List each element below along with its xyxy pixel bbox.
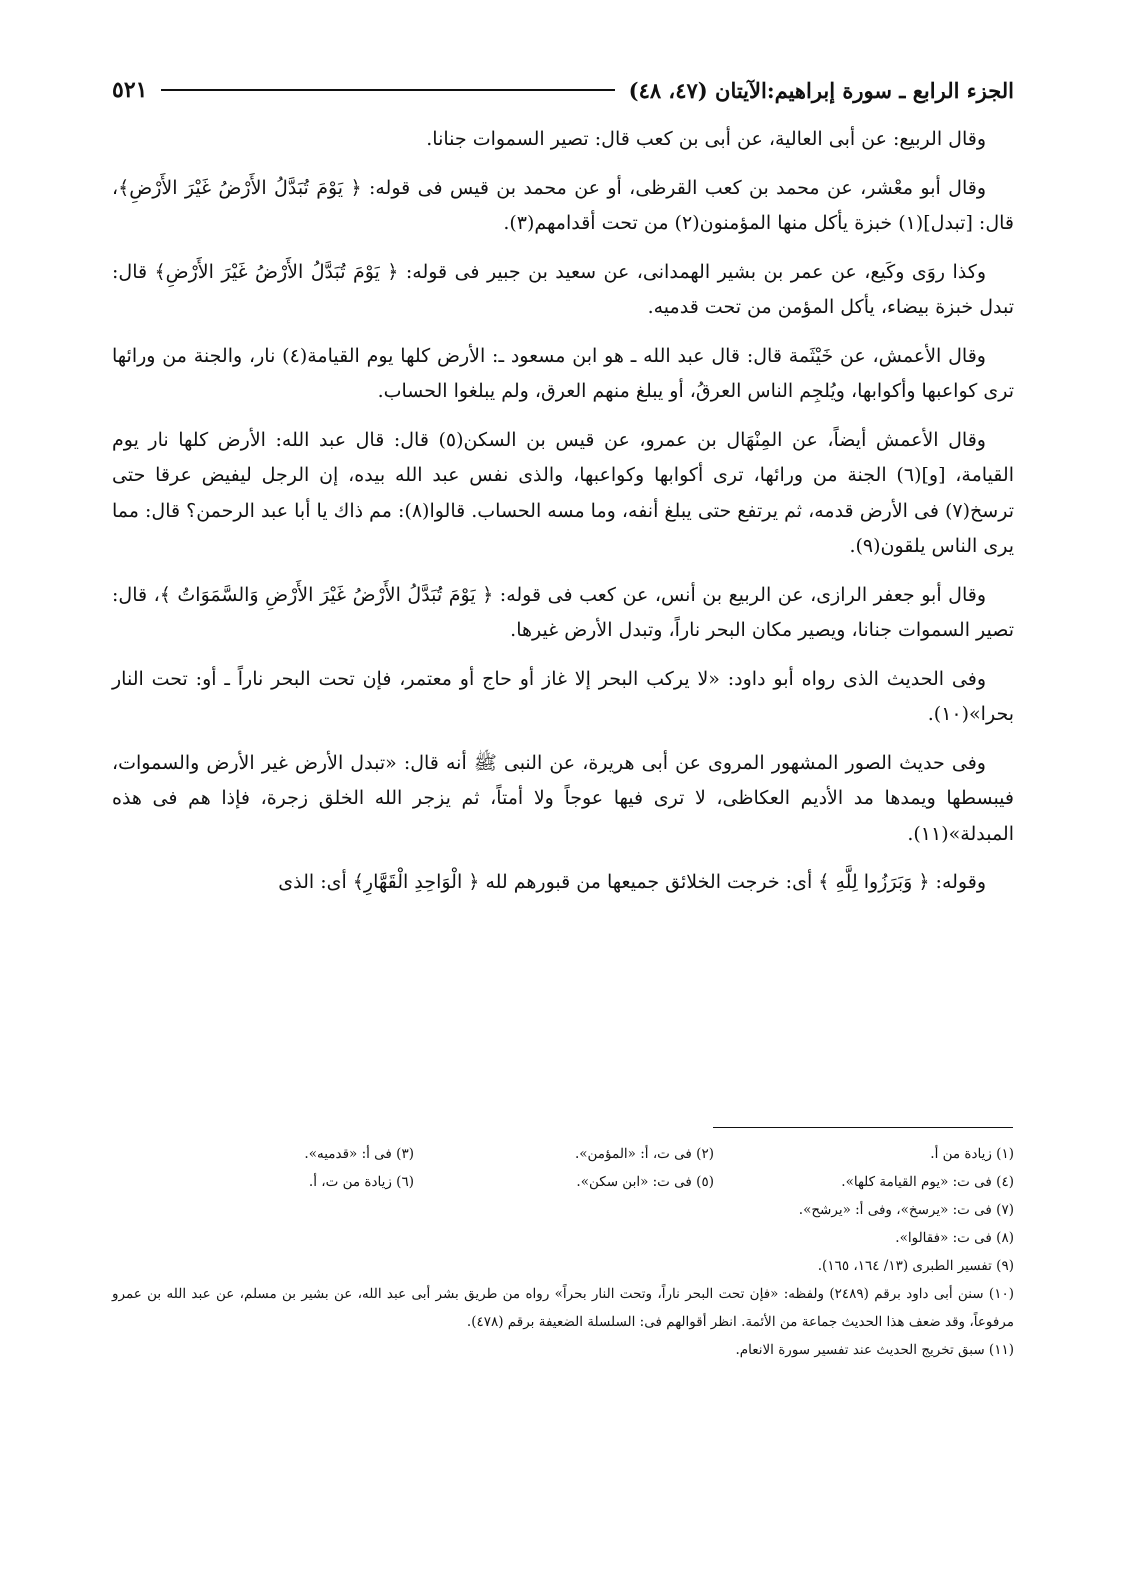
footnote-row	[112, 1168, 1014, 1196]
paragraph: وقال الأعمش، عن خَيْثَمة قال: قال عبد الله ـ هو ابن مسعود ـ: الأرض كلها يوم القيامة(٤) نار، والجنة من ورائها ترى كواعبها وأكوابها، ويُلجِم الناس العرقُ، أو يبلغ منهم العرق، ولم يبلغوا الحساب.	[112, 344, 1014, 402]
header-title: الجزء الرابع ـ سورة إبراهيم:الآيتان (٤٧، ٤٨)	[628, 77, 1014, 103]
footnote: (٨) فى ت: «فقالوا».	[895, 1230, 1014, 1246]
running-header	[112, 70, 1014, 110]
footnote: (٦) زيادة من ت، أ.	[308, 1174, 414, 1190]
footnotes	[112, 1140, 1014, 1364]
footnote: (٩) تفسير الطبرى (١٣/ ١٦٤، ١٦٥).	[817, 1258, 1014, 1274]
paragraph: وقال أبو معْشر، عن محمد بن كعب القرظى، أو عن محمد بن قيس فى قوله: ﴿ يَوْمَ تُبَدَّلُ الأَرْضُ غَيْرَ الأَرْضِ﴾، قال: [تبدل](١) خبزة يأكل منها المؤمنون(٢) من تحت أقدامهم(٣).	[112, 176, 1014, 234]
header-rule	[161, 89, 614, 91]
paragraph: وقال الأعمش أيضاً، عن المِنْهَال بن عمرو، عن قيس بن السكن(٥) قال: قال عبد الله: الأرض كلها نار يوم القيامة، [و](٦) الجنة من ورائها، ترى أكوابها وكواعبها، والذى نفس عبد الله بيده، إن الرجل ليفيض عرقا حتى ترسخ(٧) فى الأرض قدمه، ثم يرتفع حتى يبلغ أنفه، وما مسه الحساب. قالوا(٨): مم ذاك يا أبا عبد الرحمن؟ قال: مما يرى الناس يلقون(٩).	[112, 428, 1014, 557]
footnote: (٧) فى ت: «يرسخ»، وفى أ: «يرشح».	[798, 1202, 1014, 1218]
footnote: (٣) فى أ: «قدميه».	[304, 1146, 414, 1162]
paragraph: وفى حديث الصور المشهور المروى عن أبى هريرة، عن النبى ﷺ أنه قال: «تبدل الأرض غير الأرض والسموات، فيبسطها ويمدها مد الأديم العكاظى، لا ترى فيها عوجاً ولا أمتاً، ثم يزجر الله الخلق زجرة، فإذا هم فى هذه المبدلة»(١١).	[112, 751, 1014, 845]
footnote: (٥) فى ت: «ابن سكن».	[576, 1174, 714, 1190]
main-text	[112, 122, 1014, 914]
paragraph: وفى الحديث الذى رواه أبو داود: «لا يركب البحر إلا غاز أو حاج أو معتمر، فإن تحت البحر ناراً ـ أو: تحت النار بحرا»(١٠).	[112, 667, 1014, 725]
footnote: (١) زيادة من أ.	[930, 1146, 1014, 1162]
footnote-row	[112, 1140, 1014, 1168]
footnote: (١٠) سنن أبى داود برقم (٢٤٨٩) ولفظه: «فإن تحت البحر ناراً، وتحت النار بحراً» رواه من طريق بشر أبى عبد الله، عن بشير بن مسلم، عن عبد الله بن عمرو مرفوعاً، وقد ضعف هذا الحديث جماعة من الأئمة. انظر أقوالهم فى: السلسلة الضعيفة برقم (٤٧٨).	[112, 1286, 1014, 1330]
paragraph: وقال أبو جعفر الرازى، عن الربيع بن أنس، عن كعب فى قوله: ﴿ يَوْمَ تُبَدَّلُ الأَرْضُ غَيْرَ الأَرْضِ وَالسَّمَوَاتُ ﴾، قال: تصير السموات جنانا، ويصير مكان البحر ناراً، وتبدل الأرض غيرها.	[112, 583, 1014, 641]
page-number: ٥٢١	[112, 77, 148, 103]
footnote-divider	[713, 1127, 1013, 1128]
footnote: (٢) فى ت، أ: «المؤمن».	[574, 1146, 714, 1162]
footnote: (٤) فى ت: «يوم القيامة كلها».	[841, 1174, 1014, 1190]
paragraph: وكذا روَى وكَيع، عن عمر بن بشير الهمدانى، عن سعيد بن جبير فى قوله: ﴿ يَوْمَ تُبَدَّلُ الأَرْضُ غَيْرَ الأَرْضِ﴾ قال: تبدل خبزة بيضاء، يأكل المؤمن من تحت قدميه.	[112, 260, 1014, 318]
paragraph: وقال الربيع: عن أبى العالية، عن أبى بن كعب قال: تصير السموات جنانا.	[426, 128, 986, 150]
footnote: (١١) سبق تخريج الحديث عند تفسير سورة الانعام.	[735, 1342, 1014, 1358]
paragraph: وقوله: ﴿ وَبَرَزُوا لِلَّهِ ﴾ أى: خرجت الخلائق جميعها من قبورهم لله ﴿ الْوَاحِدِ الْقَهَّارِ﴾ أى: الذى	[278, 871, 986, 893]
